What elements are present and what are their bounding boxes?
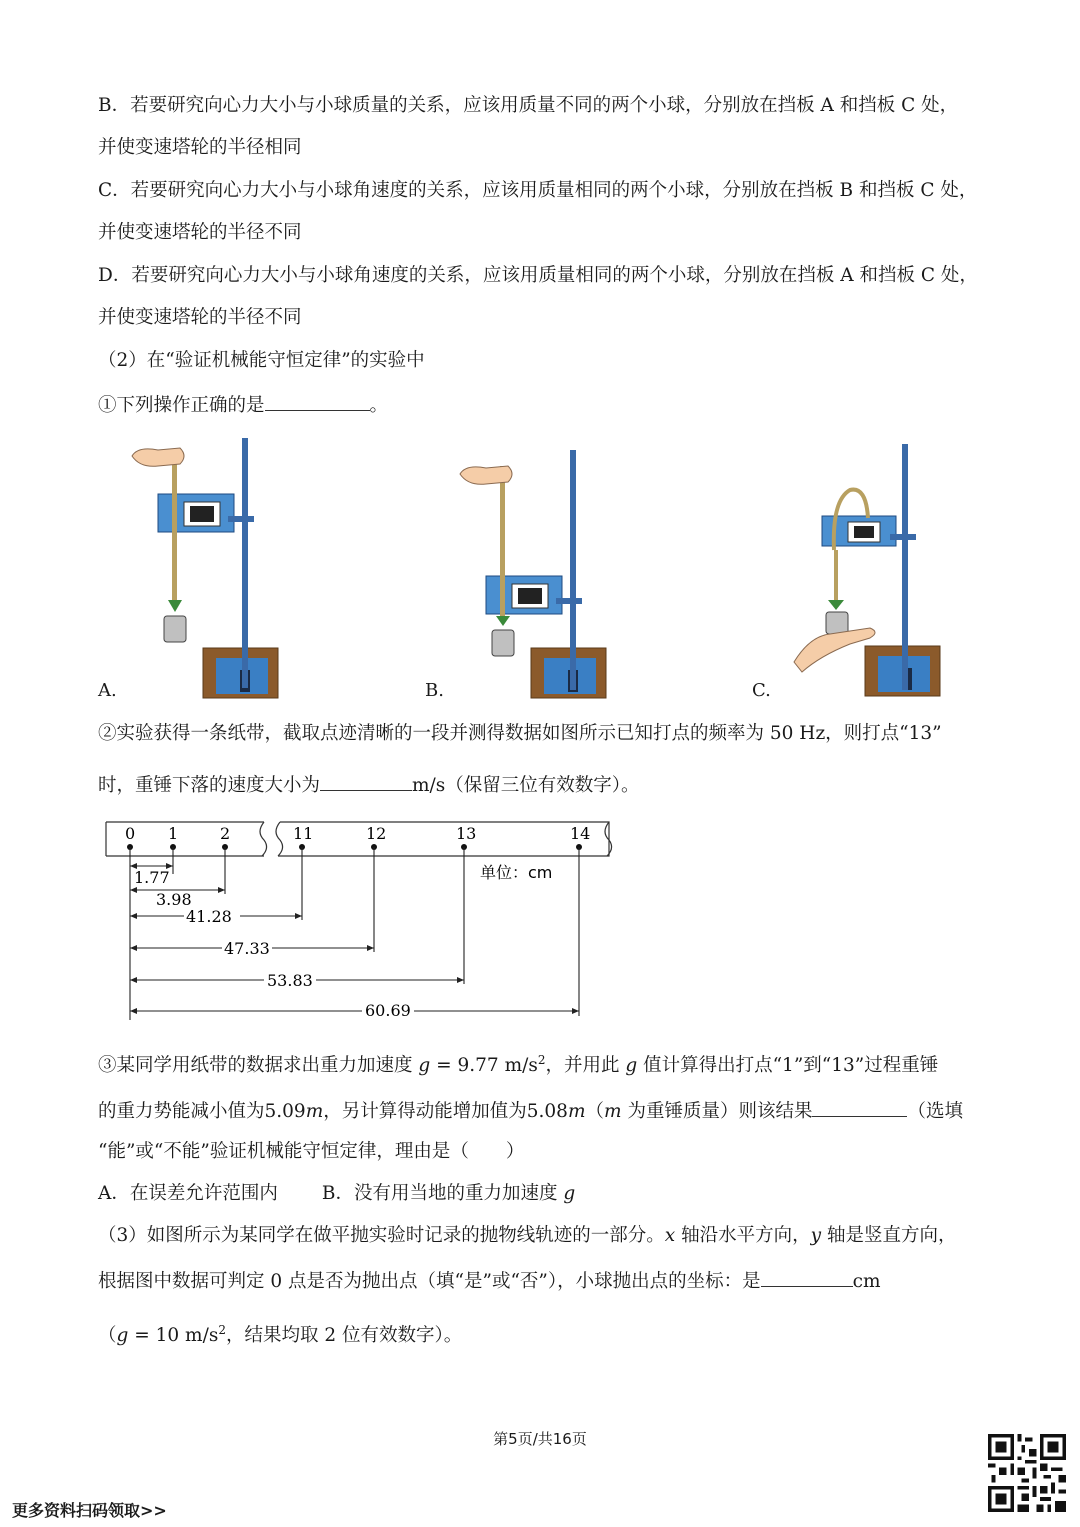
part3-symbol-g: g bbox=[116, 1325, 129, 1347]
footer-text: 更多资料扫码领取>> bbox=[12, 1501, 167, 1520]
part3-text-b: 轴沿水平方向， bbox=[675, 1225, 811, 1246]
q3-symbol-m-2: m bbox=[567, 1101, 586, 1122]
question-3-options bbox=[98, 1182, 575, 1206]
question-1-text: ①下列操作正确的是 bbox=[98, 395, 265, 416]
part3-line2-text: 根据图中数据可判定 0 点是否为抛出点（填“是”或“否”），小球抛出点的坐标：是 bbox=[98, 1271, 761, 1292]
option-d-line2: 并使变速塔轮的半径不同 bbox=[98, 307, 302, 328]
q3-option-a: A．在误差允许范围内 bbox=[98, 1183, 278, 1204]
part3-line3-a: （ bbox=[98, 1325, 117, 1347]
paper-tape-diagram bbox=[104, 816, 614, 1026]
part3-line3-c: ，结果均取 2 位有效数字）。 bbox=[225, 1325, 463, 1347]
part3-text-a: （3）如图所示为某同学在做平抛实验时记录的抛物线轨迹的一部分。 bbox=[98, 1225, 665, 1246]
figure-label-c: C. bbox=[752, 680, 771, 701]
distance-label-1: 1.77 bbox=[134, 868, 170, 887]
q3-line2-e: （选填 bbox=[907, 1101, 963, 1122]
q3-option-b-g: g bbox=[563, 1183, 576, 1204]
part3-text-c: 轴是竖直方向， bbox=[821, 1225, 957, 1246]
option-c-line2: 并使变速塔轮的半径不同 bbox=[98, 222, 302, 243]
option-c-line1: C．若要研究向心力大小与小球角速度的关系，应该用质量相同的两个小球，分别放在挡板 B 和挡板 C 处， bbox=[98, 180, 978, 201]
tape-point-label-14: 14 bbox=[570, 824, 591, 843]
option-b-line1: B．若要研究向心力大小与小球质量的关系，应该用质量不同的两个小球，分别放在挡板 A 和挡板 C 处， bbox=[98, 95, 959, 116]
tape-point-label-11: 11 bbox=[293, 824, 314, 843]
question-3-line2 bbox=[98, 1098, 963, 1124]
option-b-line2: 并使变速塔轮的半径相同 bbox=[98, 137, 302, 158]
question-1-end: 。 bbox=[369, 395, 389, 416]
q3-text-b: ，并用此 bbox=[545, 1055, 626, 1077]
question-3-line3: “能”或“不能”验证机械能守恒定律，理由是（ ） bbox=[98, 1141, 525, 1162]
question-2-text: 时，重锤下落的速度大小为 bbox=[98, 775, 321, 796]
q3-superscript: 2 bbox=[537, 1053, 546, 1067]
question-2-unit: m/s（保留三位有效数字）。 bbox=[412, 775, 640, 796]
q3-symbol-m-3: m bbox=[604, 1101, 622, 1122]
part3-line2 bbox=[98, 1268, 881, 1294]
tape-point-label-12: 12 bbox=[366, 824, 387, 843]
option-d-line1: D．若要研究向心力大小与小球角速度的关系，应该用质量相同的两个小球，分别放在挡板 A 和挡板 C 处， bbox=[98, 265, 978, 286]
distance-label-2: 3.98 bbox=[156, 890, 192, 909]
part3-symbol-y: y bbox=[810, 1225, 822, 1246]
tape-unit-label: 单位：cm bbox=[480, 863, 553, 882]
q3-text-c: 值计算得出打点“1”到“13”过程重锤 bbox=[637, 1055, 939, 1077]
apparatus-figure-b bbox=[456, 446, 616, 700]
part3-unit: cm bbox=[852, 1271, 881, 1292]
part3-line3-b: = 10 m/s bbox=[128, 1325, 219, 1347]
part3-line1 bbox=[98, 1224, 956, 1248]
tape-point-label-13: 13 bbox=[456, 824, 477, 843]
page-number: 第5页/共16页 bbox=[493, 1430, 587, 1448]
question-3-line1 bbox=[98, 1048, 938, 1078]
q3-line2-a: 的重力势能减小值为5.09 bbox=[98, 1101, 306, 1122]
answer-blank-4[interactable] bbox=[761, 1268, 853, 1287]
distance-label-11: 41.28 bbox=[186, 907, 232, 926]
answer-blank-1[interactable] bbox=[265, 392, 370, 411]
figure-label-b: B. bbox=[425, 680, 444, 701]
question-2-line1: ②实验获得一条纸带，截取点迹清晰的一段并测得数据如图所示已知打点的频率为 50 Hz，则打点“13” bbox=[98, 723, 942, 744]
part3-line3 bbox=[98, 1318, 462, 1348]
distance-label-12: 47.33 bbox=[224, 939, 270, 958]
apparatus-figure-a bbox=[128, 436, 288, 700]
qr-code-icon bbox=[988, 1434, 1066, 1512]
tape-point-label-2: 2 bbox=[220, 824, 231, 843]
answer-blank-3[interactable] bbox=[812, 1098, 907, 1117]
distance-label-14: 60.69 bbox=[365, 1001, 411, 1020]
apparatus-figure-c bbox=[790, 440, 950, 698]
tape-point-label-0: 0 bbox=[125, 824, 136, 843]
q3-symbol-g-2: g bbox=[625, 1055, 638, 1077]
distance-label-13: 53.83 bbox=[267, 971, 313, 990]
figure-label-a: A. bbox=[98, 680, 117, 701]
answer-blank-2[interactable] bbox=[320, 772, 412, 791]
q3-line2-c: （ bbox=[585, 1101, 605, 1122]
q3-line2-b: ，另计算得动能增加值为5.08 bbox=[323, 1101, 568, 1122]
part3-superscript: 2 bbox=[218, 1323, 226, 1337]
q3-text-a: ③某同学用纸带的数据求出重力加速度 bbox=[98, 1055, 419, 1077]
part2-title: （2）在“验证机械能守恒定律”的实验中 bbox=[98, 350, 425, 371]
q3-value: = 9.77 m/s bbox=[430, 1055, 538, 1077]
question-1 bbox=[98, 392, 388, 418]
q3-symbol-g: g bbox=[418, 1055, 431, 1077]
q3-option-b: B．没有用当地的重力加速度 bbox=[321, 1183, 564, 1204]
part3-symbol-x: x bbox=[664, 1225, 676, 1246]
tape-point-label-1: 1 bbox=[168, 824, 179, 843]
q3-line2-d: 为重锤质量）则该结果 bbox=[621, 1101, 813, 1122]
question-2-line2 bbox=[98, 772, 640, 798]
q3-symbol-m: m bbox=[305, 1101, 324, 1122]
